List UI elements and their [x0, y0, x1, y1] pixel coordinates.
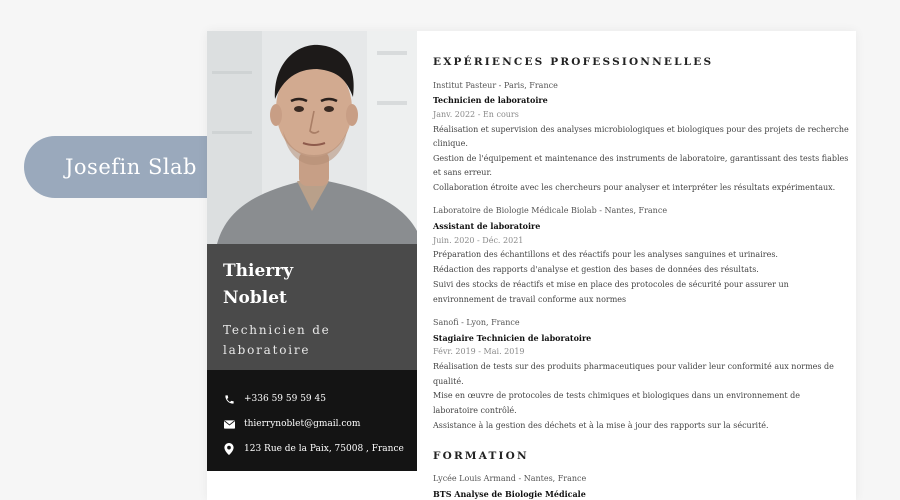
job-dates: Févr. 2019 - Mai. 2019	[433, 347, 525, 356]
postal-address: 123 Rue de la Paix, 75008 , France	[244, 444, 404, 454]
job-description-line: environnement de travail conforme aux normes	[433, 295, 627, 304]
job-description-line: Préparation des échantillons et des réactifs pour les analyses sanguines et urinaires.	[433, 250, 778, 259]
phone-icon	[223, 393, 235, 405]
name-block	[207, 244, 417, 370]
email-address: thierrynoblet@gmail.com	[244, 419, 361, 429]
envelope-icon	[223, 418, 235, 430]
job-description-line: Gestion de l'équipement et maintenance des instruments de laboratoire, garantissant des tests fiables	[433, 154, 849, 163]
profile-photo	[207, 31, 417, 244]
job-title-line-1: Technicien de	[223, 323, 331, 337]
education-degree: BTS Analyse de Biologie Médicale	[433, 489, 586, 499]
job-description-line: laboratoire contrôlé.	[433, 406, 517, 415]
last-name: Noblet	[223, 288, 287, 308]
job-description-line: et sans erreur.	[433, 168, 492, 177]
contact-address	[223, 441, 404, 457]
portrait-illustration	[207, 31, 417, 244]
job-title	[223, 320, 408, 360]
phone-number: +336 59 59 59 45	[244, 394, 326, 404]
resume-card	[207, 31, 856, 500]
resume-sidebar	[207, 31, 417, 471]
job-description-line: Suivi des stocks de réactifs et mise en place des protocoles de sécurité pour assurer un	[433, 280, 789, 289]
education-school: Lycée Louis Armand - Nantes, France	[433, 474, 587, 483]
job-role: Technicien de laboratoire	[433, 95, 548, 105]
contact-email	[223, 416, 360, 432]
font-name-badge: Josefin Slab	[24, 136, 238, 198]
job-company: Laboratoire de Biologie Médicale Biolab - Nantes, France	[433, 206, 668, 215]
job-description-line: qualité.	[433, 377, 464, 386]
job-description-line: Réalisation de tests sur des produits pharmaceutiques pour valider leur conformité aux normes de	[433, 362, 834, 371]
job-dates: Janv. 2022 - En cours	[433, 110, 519, 119]
contact-block	[207, 370, 417, 471]
job-description-line: Assistance à la gestion des déchets et à la mise à jour des rapports sur la sécurité.	[433, 421, 769, 430]
job-description-line: clinique.	[433, 139, 468, 148]
job-company: Sanofi - Lyon, France	[433, 318, 520, 327]
job-role: Stagiaire Technicien de laboratoire	[433, 333, 592, 343]
location-pin-icon	[223, 443, 235, 455]
job-description-line: Réalisation et supervision des analyses microbiologiques et biologiques pour des projets de recherche	[433, 125, 849, 134]
experience-heading: EXPÉRIENCES PROFESSIONNELLES	[433, 56, 714, 68]
job-dates: Juin. 2020 - Déc. 2021	[433, 236, 524, 245]
job-company: Institut Pasteur - Paris, France	[433, 81, 558, 90]
education-heading: FORMATION	[433, 450, 529, 462]
job-title-line-2: laboratoire	[223, 343, 311, 357]
person-name	[223, 258, 403, 312]
job-description-line: Mise en œuvre de protocoles de tests chimiques et biologiques dans un environnement de	[433, 391, 800, 400]
job-description-line: Rédaction des rapports d'analyse et gestion des bases de données des résultats.	[433, 265, 759, 274]
job-role: Assistant de laboratoire	[433, 221, 541, 231]
contact-phone	[223, 391, 326, 407]
first-name: Thierry	[223, 261, 294, 281]
job-description-line: Collaboration étroite avec les chercheurs pour analyser et interpréter les résultats expérimentaux.	[433, 183, 836, 192]
